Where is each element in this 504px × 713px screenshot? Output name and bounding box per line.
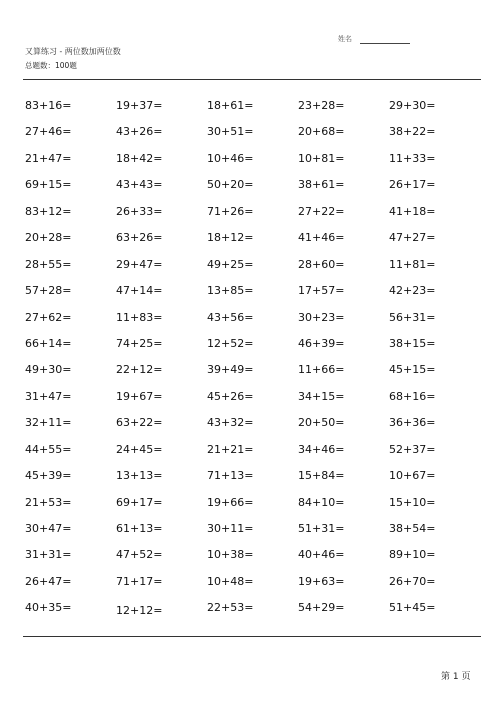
problem-cell: 83+12= [25,204,72,218]
problem-cell: 30+51= [207,125,254,139]
problem-cell: 30+11= [207,522,254,535]
problem-cell: 19+67= [116,389,163,403]
name-label: 姓名 [338,35,352,43]
problem-cell: 11+66= [298,363,345,377]
problem-cell: 45+15= [389,363,436,377]
problem-cell: 54+29= [298,601,345,615]
problem-cell: 38+15= [389,336,436,350]
problem-cell: 40+46= [298,548,345,562]
problem-cell: 50+20= [207,178,254,192]
problem-cell: 15+84= [298,469,345,483]
problem-cell: 24+45= [116,442,163,456]
problem-cell: 38+22= [389,125,436,139]
problem-cell: 83+16= [25,99,72,112]
top-divider [23,79,481,80]
problem-row [25,363,481,389]
problem-cell: 45+39= [25,469,72,483]
problem-cell: 71+13= [207,469,254,483]
problem-row [25,99,481,125]
problem-row [25,258,481,284]
worksheet-subtitle: 又算练习 - 两位数加两位数 [25,47,121,56]
problem-cell: 11+33= [389,151,436,165]
problem-cell: 84+10= [298,495,345,509]
problem-cell: 43+56= [207,310,254,324]
problem-cell: 47+27= [389,231,436,245]
problem-cell: 11+81= [389,257,436,271]
problem-cell: 36+36= [389,416,436,430]
problem-cell: 51+31= [298,522,345,535]
problem-grid [25,99,481,628]
problem-cell: 31+47= [25,389,72,403]
problem-cell: 12+52= [207,336,254,350]
problem-cell: 34+15= [298,389,345,403]
problem-cell: 19+37= [116,99,163,112]
problem-cell: 47+52= [116,548,163,562]
problem-cell: 23+28= [298,99,345,112]
problem-cell: 49+30= [25,363,72,377]
problem-cell: 29+30= [389,99,436,112]
problem-cell: 49+25= [207,257,254,271]
problem-cell: 44+55= [25,442,72,456]
problem-row [25,125,481,151]
problem-cell: 18+61= [207,99,254,112]
problem-cell: 22+53= [207,601,254,615]
problem-cell: 51+45= [389,601,436,615]
problem-cell: 21+53= [25,495,72,509]
problem-cell: 22+12= [116,363,163,377]
problem-cell: 26+33= [116,204,163,218]
problem-row [25,469,481,495]
problem-cell: 38+54= [389,522,436,535]
problem-cell: 38+61= [298,178,345,192]
problem-cell: 68+16= [389,389,436,403]
problem-cell: 13+85= [207,284,254,298]
problem-cell: 41+46= [298,231,345,245]
problem-cell: 71+17= [116,574,163,588]
problem-cell: 20+28= [25,231,72,245]
problem-cell: 63+26= [116,231,163,245]
problem-row [25,284,481,310]
problem-cell: 29+47= [116,257,163,271]
problem-cell: 13+13= [116,469,163,483]
problem-cell: 69+17= [116,495,163,509]
problem-cell: 42+23= [389,284,436,298]
problem-cell: 27+62= [25,310,72,324]
problem-row [25,575,481,601]
problem-cell: 19+63= [298,574,345,588]
problem-cell: 26+70= [389,574,436,588]
problem-row [25,231,481,257]
problem-cell: 57+28= [25,284,72,298]
problem-cell: 52+37= [389,442,436,456]
problem-row [25,178,481,204]
problem-cell: 56+31= [389,310,436,324]
problem-row [25,601,481,627]
problem-cell: 15+10= [389,495,436,509]
problem-cell: 19+66= [207,495,254,509]
problem-cell: 89+10= [389,548,436,562]
problem-cell: 11+83= [116,310,163,324]
problem-cell: 45+26= [207,389,254,403]
problem-row [25,522,481,548]
problem-cell: 39+49= [207,363,254,377]
problem-cell: 61+13= [116,522,163,535]
problem-cell: 27+22= [298,204,345,218]
problem-row [25,152,481,178]
problem-row [25,416,481,442]
problem-cell: 40+35= [25,601,72,615]
problem-cell: 28+60= [298,257,345,271]
problem-cell: 30+47= [25,522,72,535]
problem-cell: 10+38= [207,548,254,562]
problem-cell: 17+57= [298,284,345,298]
problem-cell: 10+46= [207,151,254,165]
problem-cell: 41+18= [389,204,436,218]
problem-cell: 63+22= [116,416,163,430]
problem-cell: 71+26= [207,204,254,218]
problem-cell: 28+55= [25,257,72,271]
problem-row [25,337,481,363]
problem-cell: 18+12= [207,231,254,245]
problem-row [25,205,481,231]
problem-cell: 27+46= [25,125,72,139]
problem-cell: 10+48= [207,574,254,588]
problem-row [25,496,481,522]
problem-cell: 46+39= [298,336,345,350]
problem-row [25,390,481,416]
problem-cell: 43+43= [116,178,163,192]
name-blank-line [360,35,410,44]
problem-cell: 74+25= [116,336,163,350]
problem-cell: 34+46= [298,442,345,456]
problem-cell: 21+47= [25,151,72,165]
problem-cell: 21+21= [207,442,254,456]
total-count: 总题数：100题 [25,61,77,70]
problem-cell: 26+17= [389,178,436,192]
problem-cell: 43+32= [207,416,254,430]
problem-row [25,548,481,574]
problem-cell: 30+23= [298,310,345,324]
problem-cell: 69+15= [25,178,72,192]
problem-cell: 10+81= [298,151,345,165]
problem-row [25,443,481,469]
problem-cell: 20+50= [298,416,345,430]
problem-cell: 10+67= [389,469,436,483]
problem-cell: 31+31= [25,548,72,562]
problem-cell: 12+12= [116,604,163,618]
problem-cell: 66+14= [25,336,72,350]
page-number: 第 1 页 [441,672,471,682]
problem-cell: 47+14= [116,284,163,298]
bottom-divider [23,636,481,637]
problem-cell: 32+11= [25,416,72,430]
problem-cell: 26+47= [25,574,72,588]
problem-cell: 18+42= [116,151,163,165]
name-field [338,34,410,44]
problem-row [25,311,481,337]
problem-cell: 43+26= [116,125,163,139]
problem-cell: 20+68= [298,125,345,139]
